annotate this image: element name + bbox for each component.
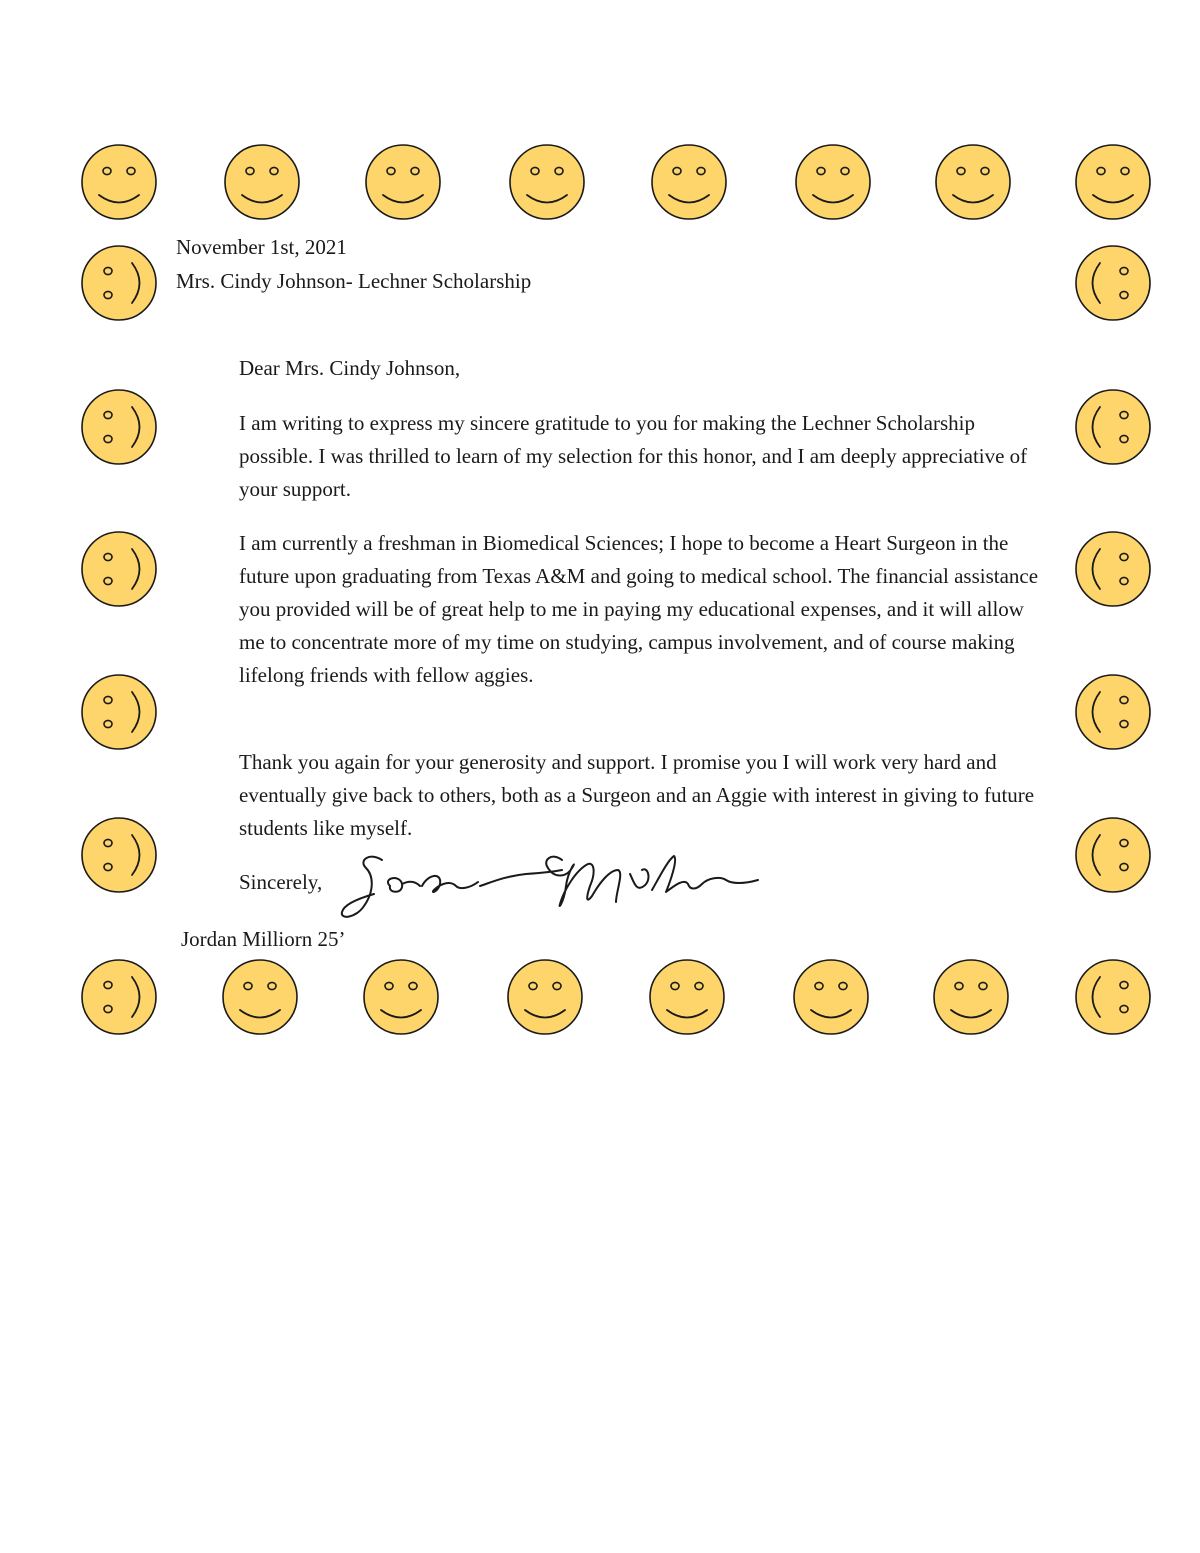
smiley-face-icon [936, 145, 1010, 219]
handwritten-signature [330, 846, 770, 926]
smiley-face-icon [1076, 818, 1150, 892]
smiley-face-icon [366, 145, 440, 219]
smiley-face-icon [650, 960, 724, 1034]
smiley-face-icon [82, 675, 156, 749]
smiley-face-icon [82, 390, 156, 464]
letter-date: November 1st, 2021 [176, 235, 347, 259]
recipient-line: Mrs. Cindy Johnson- Lechner Scholarship [176, 269, 532, 293]
smiley-face-icon [1076, 675, 1150, 749]
smiley-face-icon [1076, 145, 1150, 219]
closing: Sincerely, [239, 870, 323, 894]
smiley-face-icon [796, 145, 870, 219]
smiley-face-icon [364, 960, 438, 1034]
smiley-face-icon [82, 960, 156, 1034]
smiley-face-icon [1076, 390, 1150, 464]
smiley-face-icon [223, 960, 297, 1034]
smiley-face-icon [652, 145, 726, 219]
smiley-face-icon [1076, 532, 1150, 606]
signature-name: Jordan Milliorn 25’ [181, 927, 346, 951]
smiley-face-icon [1076, 960, 1150, 1034]
smiley-face-icon [82, 145, 156, 219]
paragraph-thanks: Thank you again for your generosity and support. I promise you I will work very hard and eventually give back to others, both as a Surgeon and an Aggie with interest in giving to future students like myself. [239, 750, 1035, 840]
smiley-face-icon [82, 818, 156, 892]
smiley-face-icon [934, 960, 1008, 1034]
smiley-face-icon [508, 960, 582, 1034]
smiley-face-icon [82, 532, 156, 606]
smiley-face-icon [82, 246, 156, 320]
smiley-face-icon [510, 145, 584, 219]
smiley-face-icon [794, 960, 868, 1034]
smiley-face-icon [225, 145, 299, 219]
paragraph-gratitude: I am writing to express my sincere gratitude to you for making the Lechner Scholarship possible. I was thrilled to learn of my selection for this honor, and I am deeply appreciative of your support. [239, 411, 1028, 501]
paragraph-studies: I am currently a freshman in Biomedical Sciences; I hope to become a Heart Surgeon in the future upon graduating from Texas A&M and going to medical school. The financial assistance you provided will be of great help to me in paying my educational expenses, and it will allow me to concentrate more of my time on studying, campus involvement, and of course making lifelong friends with fellow aggies. [239, 531, 1039, 687]
smiley-face-icon [1076, 246, 1150, 320]
salutation: Dear Mrs. Cindy Johnson, [239, 356, 461, 380]
